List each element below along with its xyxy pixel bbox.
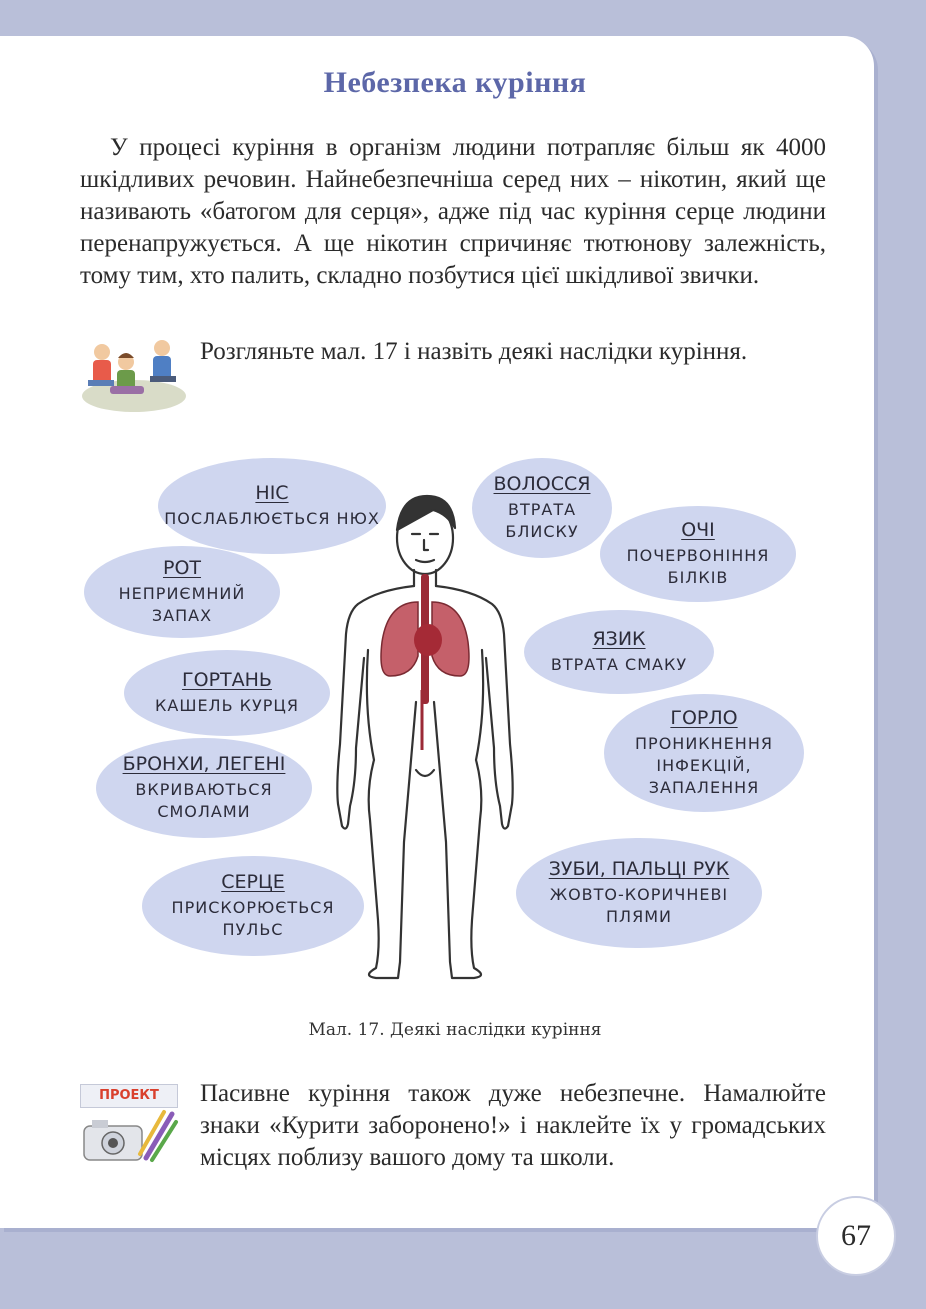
organ-label: РОТ: [162, 557, 202, 579]
cloud-lungs: [96, 738, 312, 838]
effect-label: ВТРАТА СМАКУ: [550, 655, 688, 674]
intro-paragraph: У процесі куріння в організм людини потрапляє більш як 4000 шкідливих речовин. Найнебезпечніша серед них – нікотин, який ще називають «батогом для серця», адже під час куріння серце людини перенапружується. А ще нікотин спричиняє тютюнову залежність, тому тим, хто палить, складно позбутися цієї шкідливої звички.: [80, 134, 826, 289]
cloud-eyes: [600, 506, 796, 602]
organ-label: ГОРТАНЬ: [182, 669, 272, 691]
effect-label: ПРИСКОРЮЄТЬСЯ ПУЛЬС: [171, 898, 335, 939]
page-number: 67: [816, 1196, 896, 1276]
project-task: Пасивне куріння також дуже небезпечне. Намалюйте знаки «Курити заборонено!» і наклейте їх у громадських місцях поблизу вашого дому та школи.: [200, 1080, 826, 1171]
cloud-nose: [158, 458, 386, 554]
effect-label: ПОСЛАБЛЮЄТЬСЯ НЮХ: [164, 509, 380, 528]
cloud-tongue: [524, 610, 714, 694]
effect-label: ЖОВТО-КОРИЧНЕВІ ПЛЯМИ: [549, 885, 729, 926]
camera-icon: [80, 1108, 180, 1166]
organ-label: ГОРЛО: [670, 707, 738, 729]
cloud-mouth: [84, 546, 280, 638]
effect-label: ВТРАТА БЛИСКУ: [505, 500, 579, 541]
organ-label: СЕРЦЕ: [221, 871, 285, 893]
discussion-task: Розгляньте мал. 17 і назвіть деякі наслідки куріння.: [200, 338, 748, 365]
organ-label: ЗУБИ, ПАЛЬЦІ РУК: [548, 858, 730, 880]
organ-label: НІС: [255, 482, 289, 504]
effect-label: НЕПРИЄМНИЙ ЗАПАХ: [118, 584, 246, 625]
cloud-heart: [142, 856, 364, 956]
cloud-larynx: [124, 650, 330, 736]
organ-label: ОЧІ: [681, 519, 715, 541]
group-discussion-icon: [80, 330, 188, 414]
organ-label: БРОНХИ, ЛЕГЕНІ: [122, 753, 286, 775]
cloud-teeth: [516, 838, 762, 948]
figure-caption: Мал. 17. Деякі наслідки куріння: [308, 1020, 602, 1040]
organ-label: ВОЛОССЯ: [493, 473, 591, 495]
effect-label: ПОЧЕРВОНІННЯ БІЛКІВ: [626, 546, 770, 587]
page-edge: [874, 36, 926, 1231]
project-icon: [80, 1084, 180, 1166]
effect-label: ВКРИВАЮТЬСЯ СМОЛАМИ: [135, 780, 273, 821]
page-title: Небезпека куріння: [323, 66, 587, 99]
effect-label: ПРОНИКНЕННЯ ІНФЕКЦІЙ, ЗАПАЛЕННЯ: [635, 734, 773, 797]
cloud-throat: [604, 694, 804, 812]
organ-label: ЯЗИК: [592, 628, 646, 650]
effect-label: КАШЕЛЬ КУРЦЯ: [155, 696, 299, 715]
cloud-hair: [472, 458, 612, 558]
project-badge: ПРОЕКТ: [80, 1084, 178, 1108]
